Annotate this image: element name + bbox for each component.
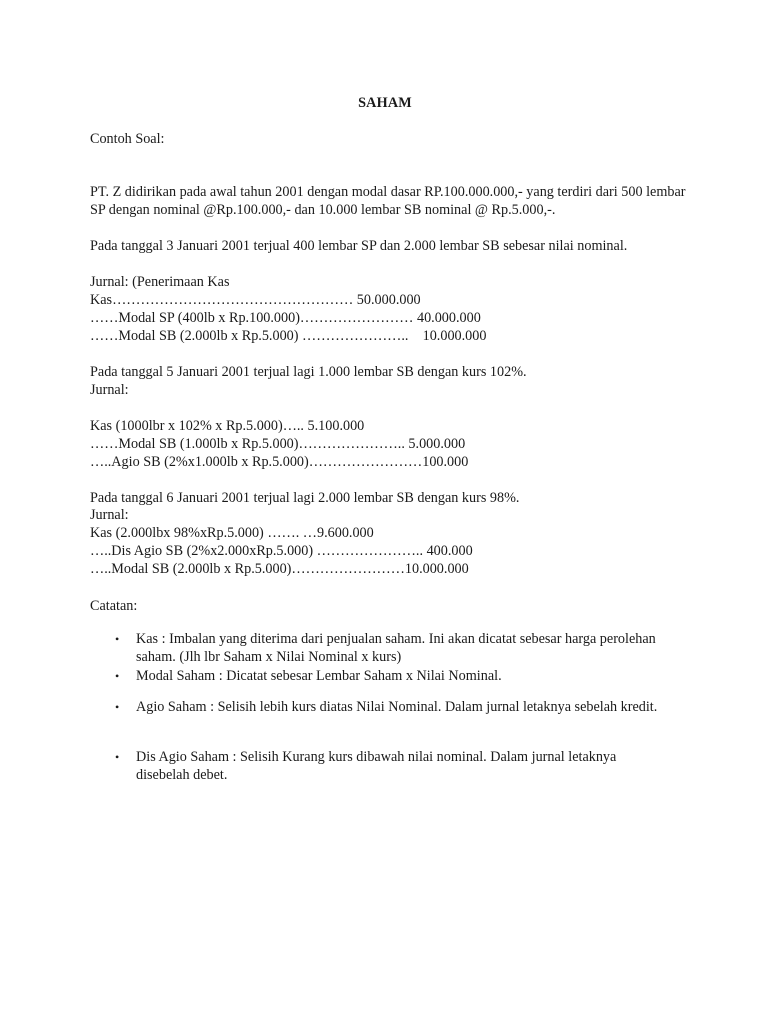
journal-line: ……Modal SP (400lb x Rp.100.000)…………………… 40.000.000 xyxy=(90,310,481,326)
event2-journal-label: Jurnal: xyxy=(90,382,129,398)
note-text: Kas : Imbalan yang diterima dari penjualan saham. Ini akan dicatat sebesar harga perolehan saham. (Jlh lbr Saham x Nilai Nominal x kurs) xyxy=(136,631,656,665)
problem-statement: PT. Z didirikan pada awal tahun 2001 dengan modal dasar RP.100.000.000,- yang terdiri dari 500 lembar SP dengan nominal @Rp.100.000,- dan 10.000 lembar SB nominal @ Rp.5.000,-. xyxy=(90,184,686,218)
note-text: Dis Agio Saham : Selisih Kurang kurs dibawah nilai nominal. Dalam jurnal letaknya disebelah debet. xyxy=(136,749,617,783)
event3-journal-label: Jurnal: xyxy=(90,507,129,523)
journal-line: …..Agio SB (2%x1.000lb x Rp.5.000)……………………100.000 xyxy=(90,454,469,470)
document-title: SAHAM xyxy=(358,95,412,111)
journal-line: …..Modal SB (2.000lb x Rp.5.000)……………………10.000.000 xyxy=(90,561,469,577)
bullet-icon: • xyxy=(115,750,120,764)
event2-text: Pada tanggal 5 Januari 2001 terjual lagi 1.000 lembar SB dengan kurs 102%. xyxy=(90,364,527,380)
event1-journal-label: Jurnal: (Penerimaan Kas xyxy=(90,274,230,290)
bullet-icon: • xyxy=(115,700,120,714)
journal-line: Kas (2.000lbx 98%xRp.5.000) ……. …9.600.000 xyxy=(90,525,374,541)
notes-label: Catatan: xyxy=(90,598,138,614)
journal-line: …..Dis Agio SB (2%x2.000xRp.5.000) ………………….. 400.000 xyxy=(90,543,473,559)
event1-text: Pada tanggal 3 Januari 2001 terjual 400 lembar SP dan 2.000 lembar SB sebesar nilai nominal. xyxy=(90,238,628,254)
event3-text: Pada tanggal 6 Januari 2001 terjual lagi 2.000 lembar SB dengan kurs 98%. xyxy=(90,490,520,506)
note-text: Agio Saham : Selisih lebih kurs diatas Nilai Nominal. Dalam jurnal letaknya sebelah kredit. xyxy=(136,699,658,715)
journal-line: ……Modal SB (1.000lb x Rp.5.000)………………….. 5.000.000 xyxy=(90,436,466,452)
bullet-icon: • xyxy=(115,669,120,683)
bullet-icon: • xyxy=(115,632,120,646)
note-text: Modal Saham : Dicatat sebesar Lembar Saham x Nilai Nominal. xyxy=(136,668,502,684)
journal-line: Kas…………………………………………… 50.000.000 xyxy=(90,292,421,308)
intro-label: Contoh Soal: xyxy=(90,131,165,147)
journal-line: Kas (1000lbr x 102% x Rp.5.000)….. 5.100.000 xyxy=(90,418,365,434)
journal-line: ……Modal SB (2.000lb x Rp.5.000) ………………….. 10.000.000 xyxy=(90,328,487,344)
